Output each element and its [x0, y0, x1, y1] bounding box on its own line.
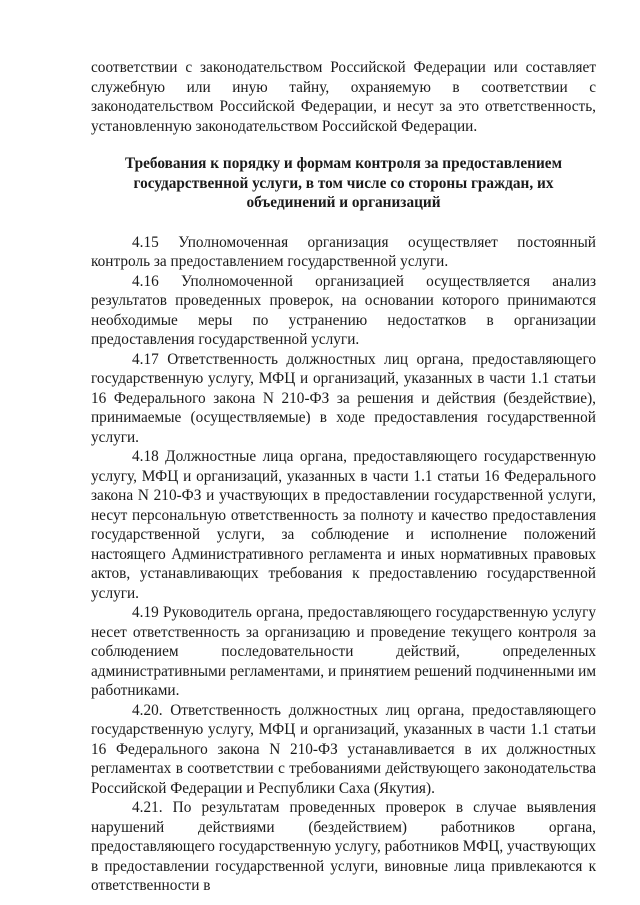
- intro-paragraph: соответствии с законодательством Российской Федерации или составляет служебную или иную тайну, охраняемую в соответствии с законодательством Российской Федерации, и несут за это ответственность, установленную законодательством Российской Федерации.: [91, 59, 596, 135]
- section-heading: [91, 154, 596, 213]
- document-page: [91, 58, 596, 896]
- paragraph-4-20: 4.20. Ответственность должностных лиц органа, предоставляющего государственную услугу, МФЦ и организаций, указанных в части 1.1 статьи 16 Федерального закона N 210-ФЗ устанавливается в их должностных регламентах в соответствии с требованиями действующего законодательства Российской Федерации и Республики Саха (Якутия).: [91, 701, 596, 797]
- paragraph-4-21: 4.21. По результатам проведенных проверок в случае выявления нарушений действиями (бездействием) работников органа, предоставляющего государственную услугу, работников МФЦ, участвующих в предоставлении государственной услуги, виновные лица привлекаются к ответственности в: [91, 799, 596, 894]
- paragraph-4-17: 4.17 Ответственность должностных лиц органа, предоставляющего государственную услугу, МФЦ и организаций, указанных в части 1.1 статьи 16 Федерального закона N 210-ФЗ за решения и действия (бездействие), принимаемые (осуществляемые) в ходе предоставления государственной услуги.: [91, 350, 596, 446]
- heading-line-3: объединений и организаций: [246, 194, 441, 211]
- paragraph-4-16: 4.16 Уполномоченной организацией осуществляется анализ результатов проведенных проверок, на основании которого принимаются необходимые меры по устранению недостатков в организации предоставления государственной услуги.: [91, 272, 596, 348]
- paragraph-4-18: 4.18 Должностные лица органа, предоставляющего государственную услугу, МФЦ и организаций, указанных в части 1.1 статьи 16 Федерального закона N 210-ФЗ и участвующих в предоставлении государственной услуги, несут персональную ответственность за полноту и качество предоставления государственной услуги, за соблюдение и исполнение положений настоящего Административного регламента и иных нормативных правовых актов, устанавливающих требования к предоставлению государственной услуги.: [91, 448, 596, 602]
- paragraph-4-15: 4.15 Уполномоченная организация осуществляет постоянный контроль за предоставлением государственной услуги.: [91, 233, 596, 270]
- paragraph-4-19: 4.19 Руководитель органа, предоставляющего государственную услугу несет ответственность за организацию и проведение текущего контроля за соблюдением последовательности действий, определенных административными регламентами, и принятием решений подчиненными им работниками.: [91, 604, 596, 699]
- heading-line-2: государственной услуги, в том числе со стороны граждан, их: [133, 174, 554, 192]
- heading-line-1: Требования к порядку и формам контроля за предоставлением: [124, 155, 563, 172]
